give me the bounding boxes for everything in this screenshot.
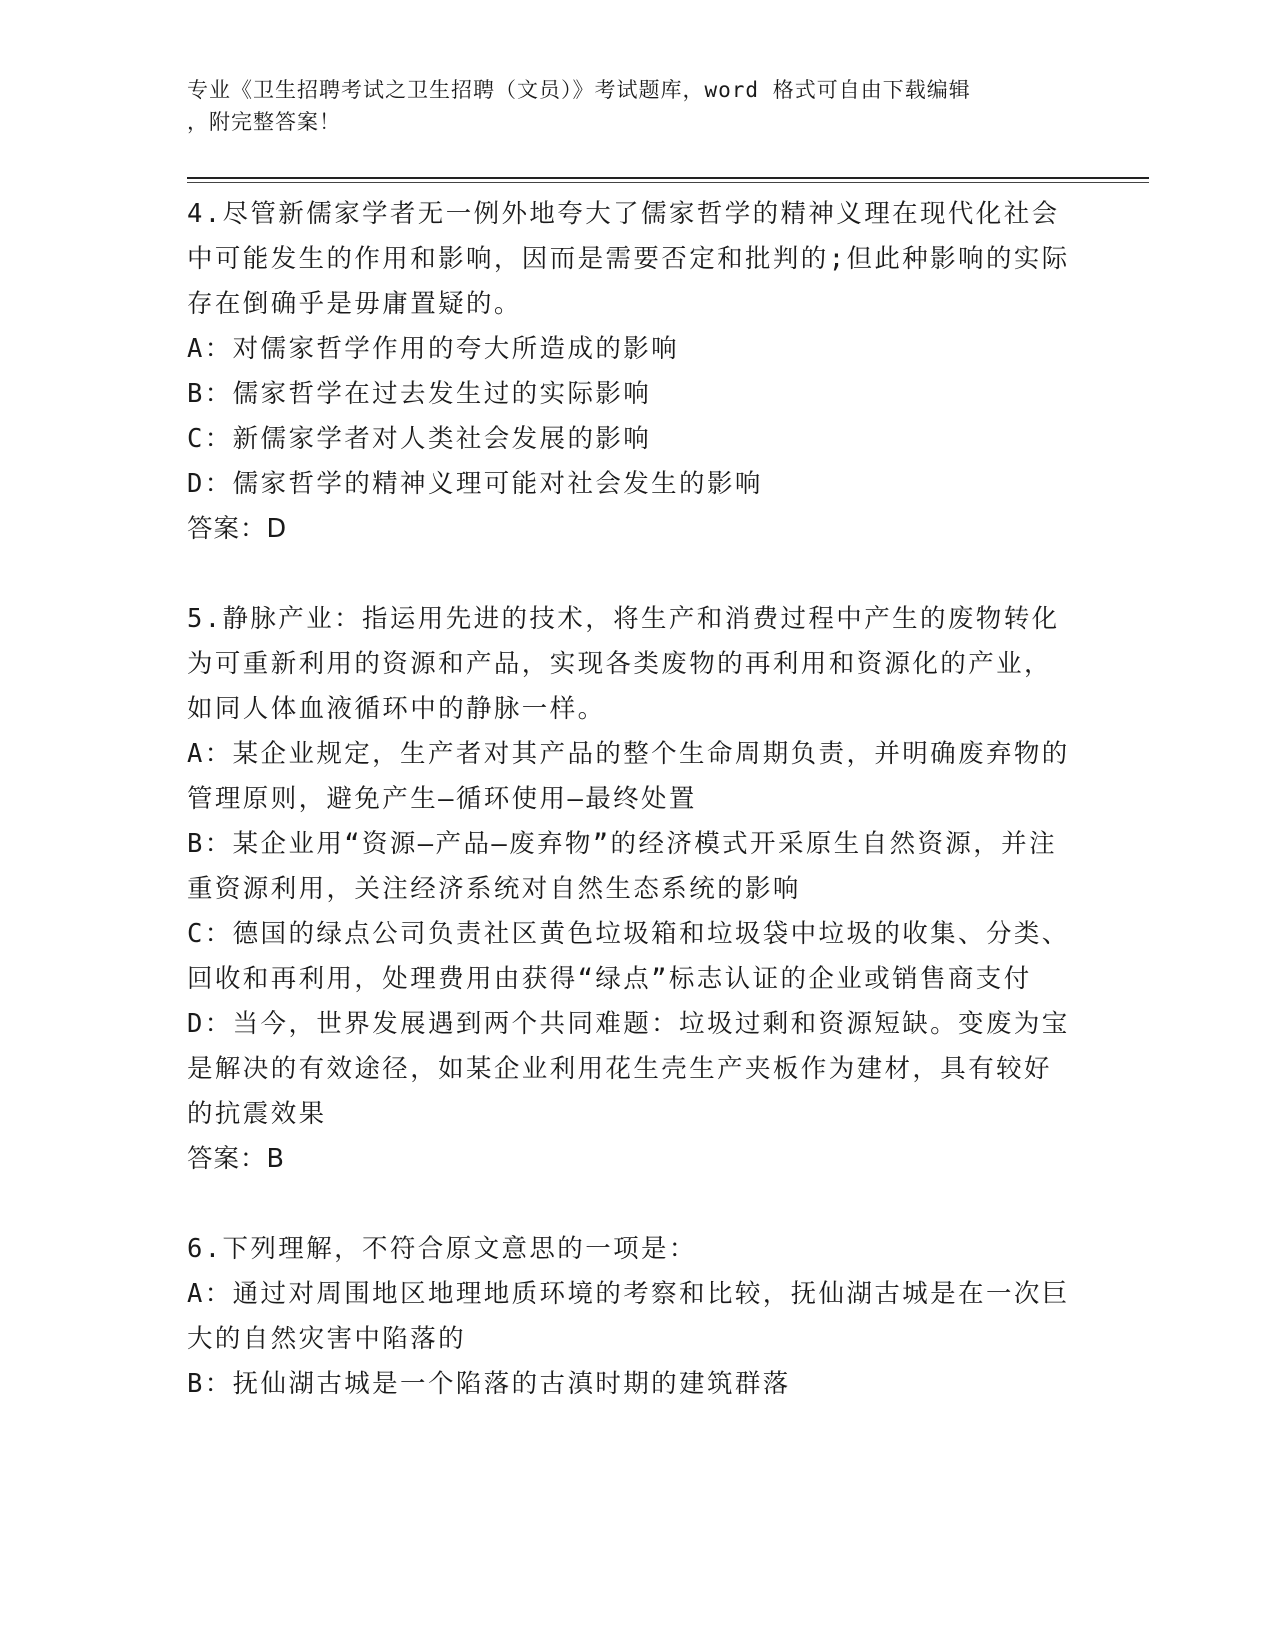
question-stem: 5.静脉产业：指运用先进的技术，将生产和消费过程中产生的废物转化为可重新利用的资源和产品，实现各类废物的再利用和资源化的产业，如同人体血液循环中的静脉一样。: [187, 604, 1060, 724]
option-a: A：对儒家哲学作用的夸大所造成的影响: [187, 334, 680, 364]
question-list: [187, 192, 1072, 1407]
answer-label: 答案：D: [187, 514, 288, 544]
header-divider-thin: [187, 182, 1149, 183]
question-item: [187, 597, 1072, 1182]
question-item: [187, 192, 1072, 552]
option-c: C：德国的绿点公司负责社区黄色垃圾箱和垃圾袋中垃圾的收集、分类、回收和再利用，处理费用由获得“绿点”标志认证的企业或销售商支付: [187, 919, 1070, 994]
header-line-1: 专业《卫生招聘考试之卫生招聘（文员）》考试题库，word 格式可自由下载编辑: [187, 78, 971, 102]
spacer: [187, 1182, 1072, 1227]
page-header: [187, 74, 1057, 138]
answer-label: 答案：B: [187, 1144, 285, 1174]
question-stem: 6.下列理解，不符合原文意思的一项是：: [187, 1234, 697, 1264]
option-a: A：某企业规定，生产者对其产品的整个生命周期负责，并明确废弃物的管理原则，避免产生—循环使用—最终处置: [187, 739, 1070, 814]
question-stem: 4.尽管新儒家学者无一例外地夸大了儒家哲学的精神义理在现代化社会中可能发生的作用和影响，因而是需要否定和批判的;但此种影响的实际存在倒确乎是毋庸置疑的。: [187, 199, 1070, 319]
question-item: [187, 1227, 1072, 1407]
option-c: C：新儒家学者对人类社会发展的影响: [187, 424, 652, 454]
option-b: B：某企业用“资源—产品—废弃物”的经济模式开采原生自然资源，并注重资源利用，关注经济系统对自然生态系统的影响: [187, 829, 1057, 904]
option-d: D：儒家哲学的精神义理可能对社会发生的影响: [187, 469, 763, 499]
option-d: D：当今，世界发展遇到两个共同难题：垃圾过剩和资源短缺。变废为宝是解决的有效途径，如某企业利用花生壳生产夹板作为建材，具有较好的抗震效果: [187, 1009, 1070, 1129]
header-line-2: ，附完整答案！: [187, 110, 341, 134]
option-a: A：通过对周围地区地理地质环境的考察和比较，抚仙湖古城是在一次巨大的自然灾害中陷落的: [187, 1279, 1070, 1354]
header-divider: [187, 177, 1149, 179]
option-b: B：儒家哲学在过去发生过的实际影响: [187, 379, 652, 409]
spacer: [187, 552, 1072, 597]
option-b: B：抚仙湖古城是一个陷落的古滇时期的建筑群落: [187, 1369, 791, 1399]
